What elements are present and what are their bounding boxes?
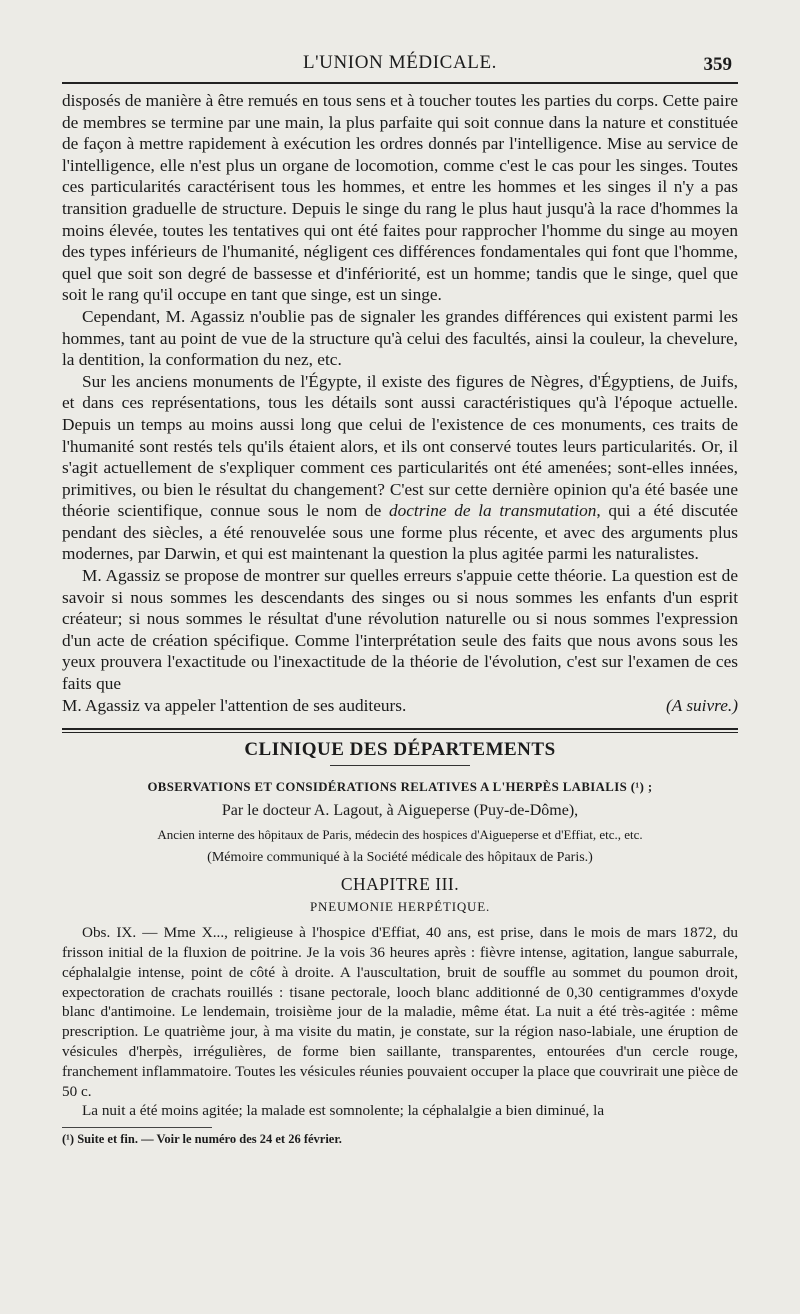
- page-number: 359: [703, 54, 732, 75]
- paragraph-4: M. Agassiz se propose de montrer sur quelles erreurs s'appuie cette théorie. La question est de savoir si nous sommes les descendants des singes ou si nous sommes les enfants d'un esprit créateur; si nous sommes le résultat d'une révolution naturelle ou si nous sommes l'expression d'un acte de création spécifique. Comme l'interprétation seule des faits que nous avons sous les yeux prouvera l'exactitude ou l'inexactitude de la théorie de l'évolution, c'est sur l'examen de ces faits que: [62, 566, 738, 694]
- article-title: [62, 780, 738, 795]
- paragraph-2: Cependant, M. Agassiz n'oublie pas de signaler les grandes différences qui existent parmi les hommes, tant au point de vue de la structure qu'à celui des facultés, ainsi la couleur, la chevelure, la dentition, la conformation du nez, etc.: [62, 306, 738, 370]
- chapter-subheading: PNEUMONIE HERPÉTIQUE.: [309, 899, 490, 915]
- observation-paragraph: Obs. IX. — Mme X..., religieuse à l'hospice d'Effiat, 40 ans, est prise, dans le mois de mars 1872, du frisson initial de la fluxion de poitrine. Je la vois 36 heures après : fièvre intense, agitation, langue saburrale, céphalalgie intense, point de côté à droite. A l'auscultation, bruit de souffle au sommet du poumon droit, expectoration de crachats rouillés : tisane pectorale, looch blanc additionné de 0,30 centigrammes d'oxyde blanc d'antimoine. Le lendemain, troisième jour de la maladie, même état. La nuit a été très-agitée : même prescription. Le quatrième jour, à ma visite du matin, je constate, sur la région naso-labiale, une éruption de vésicules d'herpès, irrégulières, de forme bien saillante, transparentes, entourées d'un cercle rouge, franchement inflammatoire. Toutes les vésicules réunies pouvaient occuper la place que couvrirait une pièce de 50 c.: [62, 924, 738, 1100]
- a-suivre-note: (A suivre.): [666, 695, 738, 715]
- footnote: (¹) Suite et fin. — Voir le numéro des 24 et 26 février.: [62, 1132, 342, 1147]
- section-title-rule: [330, 765, 470, 766]
- paragraph-1: disposés de manière à être remués en tous sens et à toucher toutes les parties du corps. Cette paire de membres se termine par une main, la plus parfaite qui soit connue dans la nature et constituée de façon à mettre rapidement à exécution les ordres donnés par l'intelligence. Mise au service de l'intelligence, elle n'est plus un organe de locomotion, comme c'est le cas pour les singes. Toutes ces particularités caractérisent tous les hommes, et entre les hommes et les singes il n'y a pas transition graduelle de structure. Depuis le singe du rang le plus haut jusqu'à la race d'hommes la moins élevée, toutes les tentatives qui ont été faites pour rapprocher l'homme du singe au moyen des types inférieurs de l'humanité, négligent ces différences fondamentales qui font que l'homme, quel que soit son degré de bassesse et d'infériorité, est un homme; tandis que le singe, quel que soit le rang qu'il occupe en tant que singe, est un singe.: [62, 91, 738, 305]
- page-content: [62, 52, 738, 1147]
- article-title-text: OBSERVATIONS ET CONSIDÉRATIONS RELATIVES A L'HERPÈS LABIALIS: [147, 780, 628, 795]
- author-credentials: Ancien interne des hôpitaux de Paris, médecin des hospices d'Aigueperse et d'Effiat, etc., etc.: [157, 827, 643, 843]
- observation-continuation: La nuit a été moins agitée; la malade est somnolente; la céphalalgie a bien diminué, la: [82, 1102, 605, 1120]
- paragraph-3: [62, 371, 738, 565]
- chapter-heading: CHAPITRE III.: [340, 874, 460, 895]
- paragraph-4-last-line: [62, 695, 738, 717]
- section-title: CLINIQUE DES DÉPARTEMENTS: [244, 739, 556, 761]
- paragraph-3-text-a: Sur les anciens monuments de l'Égypte, il existe des figures de Nègres, d'Égyptiens, de Juifs, et dans ces représentations, tous les détails sont aussi caractéristiques qu'à l'époque actuelle. Depuis un temps au moins aussi long que celui de l'existence de ces monuments, ces traits de l'humanité sont restés tels qu'ils étaient alors, et ils ont conservé toutes leurs particularités. Or, il s'agit actuellement de s'expliquer comment ces particularités ont été amenées; sont-elles innées, primitives, ou bien le résultat du changement? C'est sur cette dernière opinion qu'a été basée une théorie scientifique, connue sous le nom de: [62, 371, 738, 521]
- running-header: [62, 52, 738, 80]
- section-divider: [62, 728, 738, 733]
- journal-title: L'UNION MÉDICALE.: [302, 52, 498, 73]
- doctrine-term: doctrine de la transmutation: [388, 501, 597, 521]
- footnote-rule: [62, 1127, 212, 1128]
- paragraph-4-end: M. Agassiz va appeler l'attention de ses auditeurs.: [62, 695, 407, 715]
- paragraph-3-text-b: , qui a été discutée pendant des siècles, a été renouvelée sous une forme plus récente, et avec des arguments plus modernes, par Darwin, et qui est maintenant la question la plus agitée parmi les naturalistes.: [62, 501, 738, 564]
- article-note-mark: (¹) ;: [630, 780, 653, 795]
- memoire-note: (Mémoire communiqué à la Société médicale des hôpitaux de Paris.): [207, 850, 593, 866]
- author-byline: Par le docteur A. Lagout, à Aigueperse (Puy-de-Dôme),: [221, 802, 579, 820]
- header-rule: [62, 82, 738, 84]
